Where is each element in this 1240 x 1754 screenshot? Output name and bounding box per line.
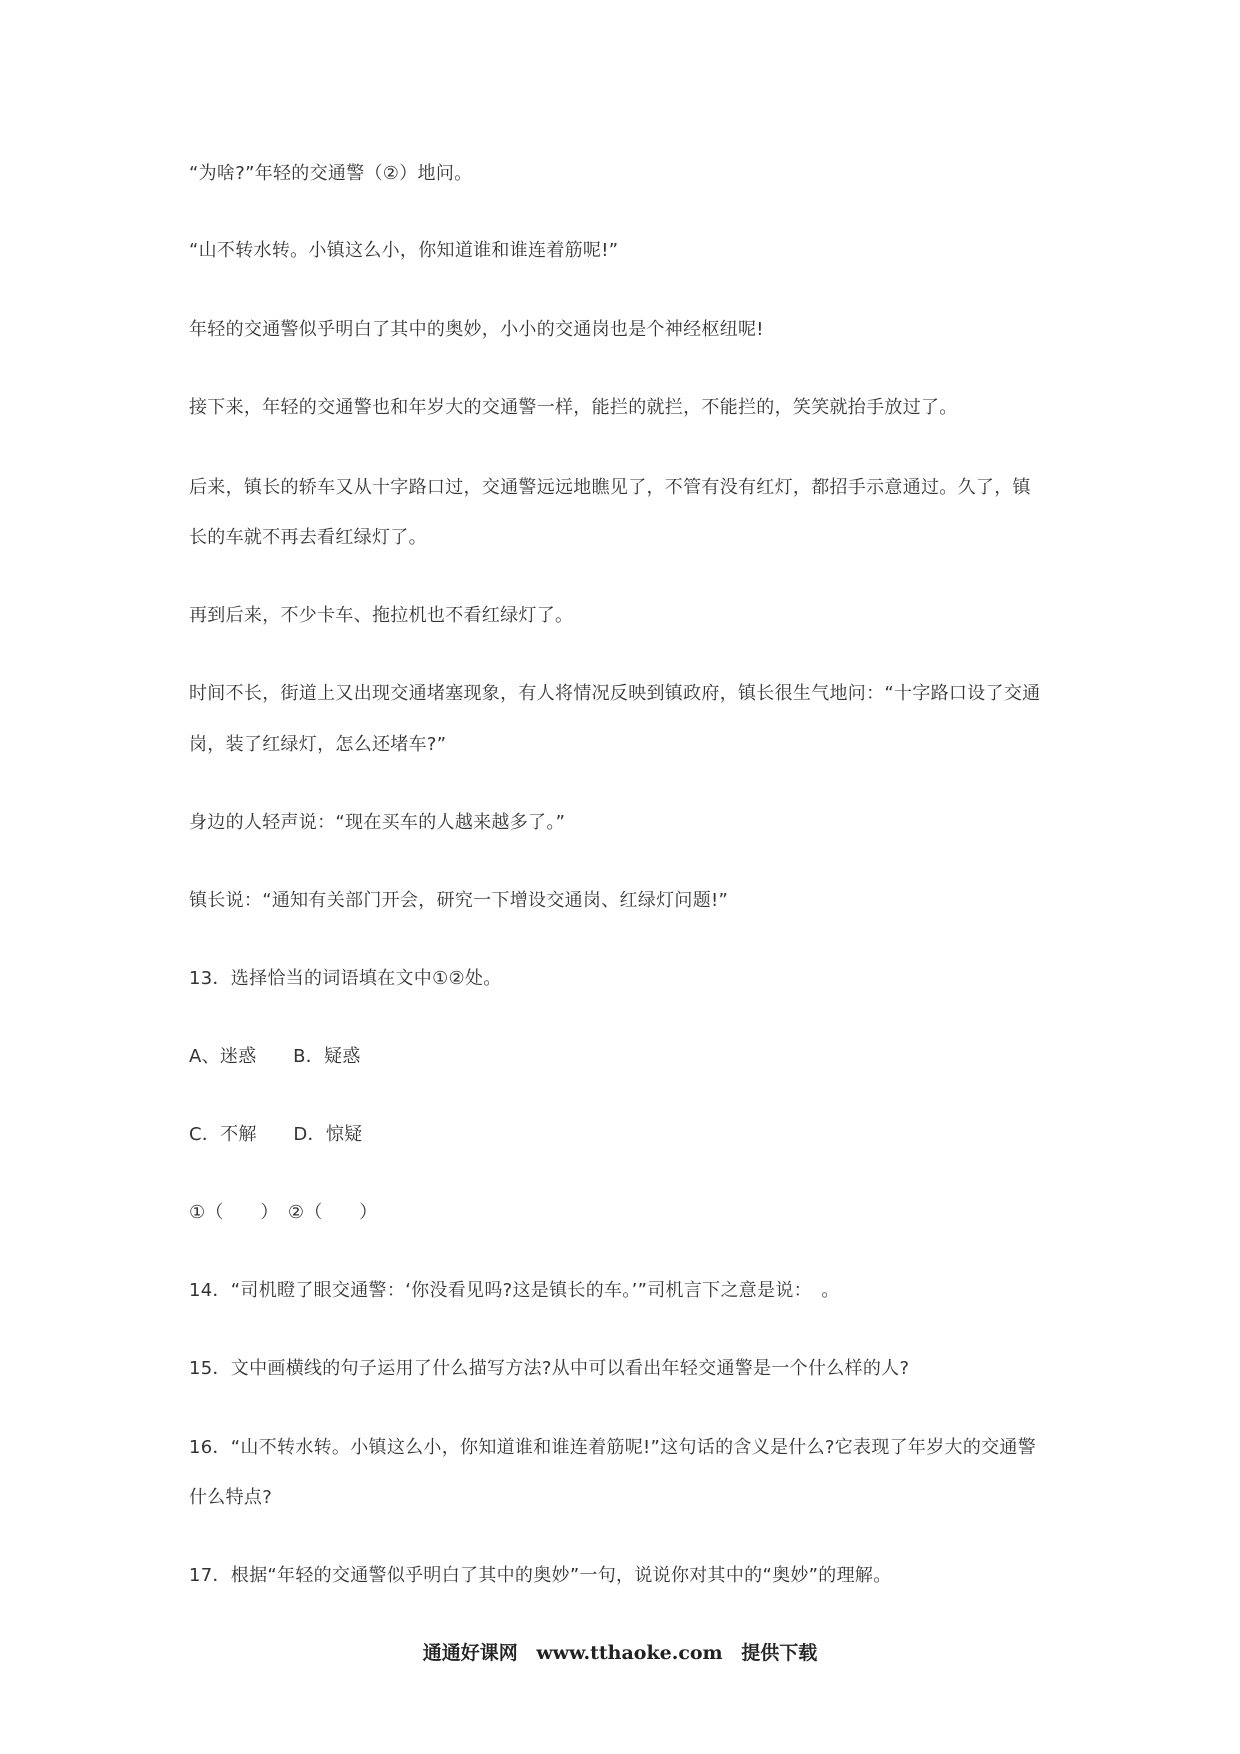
- text-line-6: 长的车就不再去看红绿灯了。: [189, 527, 427, 548]
- question-16: 16．“山不转水转。小镇这么小，你知道谁和谁连着筋呢!”这句话的含义是什么?它表现了年岁大的交通警: [189, 1437, 1037, 1458]
- question-13-options-ab: A、迷惑 B．疑惑: [189, 1046, 361, 1067]
- text-line-2: “山不转水转。小镇这么小，你知道谁和谁连着筋呢!”: [189, 240, 619, 261]
- text-line-11: 镇长说：“通知有关部门开会，研究一下增设交通岗、红绿灯问题!”: [189, 890, 729, 911]
- text-line-5: 后来，镇长的轿车又从十字路口过，交通警远远地瞧见了，不管有没有红灯，都招手示意通过。久了，镇: [189, 477, 1031, 498]
- text-line-1: “为啥?”年轻的交通警（②）地问。: [189, 163, 473, 184]
- question-13-answer-blanks: ①（ ） ②（ ）: [189, 1202, 378, 1223]
- page-footer: [0, 1640, 1240, 1666]
- question-16-continued: 什么特点?: [189, 1487, 273, 1508]
- text-line-9: 岗，装了红绿灯，怎么还堵车?”: [189, 734, 447, 755]
- footer-site-name: 通通好课网: [422, 1642, 518, 1664]
- text-line-3: 年轻的交通警似乎明白了其中的奥妙，小小的交通岗也是个神经枢纽呢!: [189, 319, 764, 340]
- question-13-options-cd: C．不解 D．惊疑: [189, 1124, 363, 1145]
- question-17: 17．根据“年轻的交通警似乎明白了其中的奥妙”一句，说说你对其中的“奥妙”的理解。: [189, 1565, 892, 1586]
- text-line-7: 再到后来，不少卡车、拖拉机也不看红绿灯了。: [189, 605, 574, 626]
- text-line-10: 身边的人轻声说：“现在买车的人越来越多了。”: [189, 812, 566, 833]
- text-line-4: 接下来，年轻的交通警也和年岁大的交通警一样，能拦的就拦，不能拦的，笑笑就抬手放过了。: [189, 397, 958, 418]
- question-14: 14．“司机瞪了眼交通警：‘你没看见吗?这是镇长的车。’”司机言下之意是说： 。: [189, 1280, 840, 1301]
- footer-suffix: 提供下载: [741, 1642, 818, 1664]
- question-13: 13．选择恰当的词语填在文中①②处。: [189, 968, 502, 989]
- question-15: 15．文中画横线的句子运用了什么描写方法?从中可以看出年轻交通警是一个什么样的人?: [189, 1358, 910, 1379]
- text-line-8: 时间不长，街道上又出现交通堵塞现象，有人将情况反映到镇政府，镇长很生气地问：“十字路口设了交通: [189, 683, 1041, 704]
- footer-url[interactable]: www.tthaoke.com: [536, 1642, 723, 1664]
